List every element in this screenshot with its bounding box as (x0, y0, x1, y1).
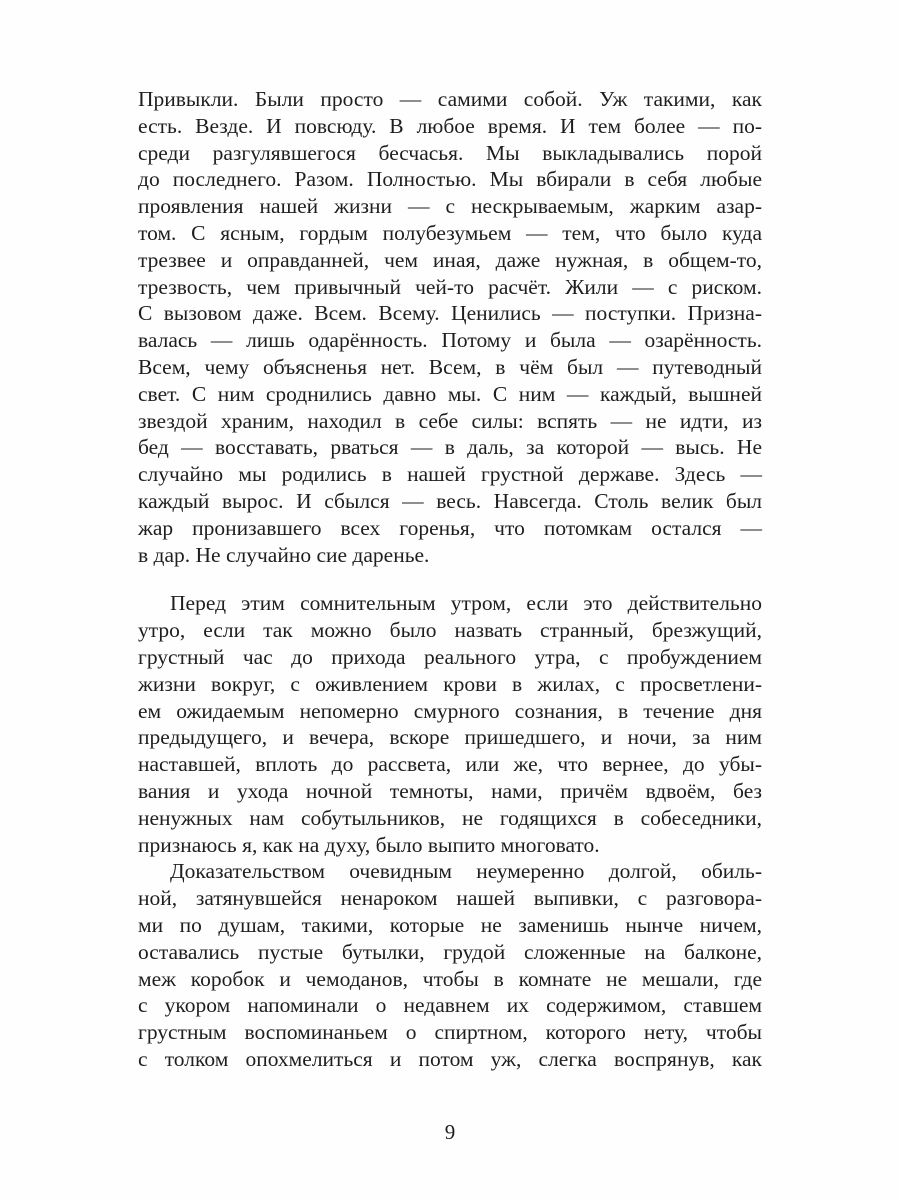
text-line: валась — лишь одарённость. Потому и была — озарённость. (138, 328, 762, 353)
text-line: трезвость, чем привычный чей-то расчёт. Жили — с риском. (138, 274, 762, 299)
page-body (138, 86, 762, 1073)
text-line: жизни вокруг, с оживлением крови в жилах, с просветлени- (138, 671, 762, 696)
text-line: Всем, чему объясненья нет. Всем, в чём был — путеводный (138, 354, 762, 379)
text-line: жар пронизавшего всех горенья, что потомкам остался — (138, 515, 762, 540)
paragraph-3 (138, 858, 762, 1072)
text-line: ной, затянувшейся ненароком нашей выпивки, с разговора- (138, 886, 762, 911)
text-line: ми по душам, такими, которые не заменишь нынче ничем, (138, 912, 762, 937)
text-line: том. С ясным, гордым полубезумьем — тем, что было куда (138, 220, 762, 245)
text-line: свет. С ним сроднились давно мы. С ним — каждый, вышней (138, 381, 762, 406)
text-line: Доказательством очевидным неумеренно долгой, обиль- (170, 859, 762, 884)
text-line: есть. Везде. И повсюду. В любое время. И тем более — по- (138, 113, 762, 138)
text-line: Привыкли. Были просто — самими собой. Уж такими, как (138, 87, 762, 111)
text-line: грустный час до прихода реального утра, с пробуждением (138, 644, 762, 669)
page-number: 9 (444, 1120, 456, 1144)
text-line: каждый вырос. И сбылся — весь. Навсегда. Столь велик был (138, 488, 762, 513)
text-line: ненужных нам собутыльников, не годящихся в собеседники, (138, 805, 762, 830)
text-line: предыдущего, и вечера, вскоре пришедшего, и ночи, за ним (138, 725, 762, 750)
paragraph-2 (138, 590, 762, 858)
text-line: Перед этим сомнительным утром, если это действительно (170, 591, 762, 616)
text-line: звездой храним, находил в себе силы: вспять — не идти, из (138, 408, 762, 433)
text-line: утро, если так можно было назвать странный, брезжущий, (138, 618, 762, 643)
text-line: наставшей, вплоть до рассвета, или же, что вернее, до убы- (138, 752, 762, 777)
text-line: до последнего. Разом. Полностью. Мы вбирали в себя любые (138, 167, 762, 192)
text-line: с толком опохмелиться и потом уж, слегка воспрянув, как (138, 1046, 762, 1071)
text-line: с укором напоминали о недавнем их содержимом, ставшем (138, 993, 762, 1018)
text-line: вания и ухода ночной темноты, нами, причём вдвоём, без (138, 778, 762, 803)
text-line: трезвее и оправданней, чем иная, даже нужная, в общем-то, (138, 247, 762, 272)
paragraph-1 (138, 86, 762, 568)
text-line: ем ожидаемым непомерно смурного сознания, в течение дня (138, 698, 762, 723)
text-line: признаюсь я, как на духу, было выпито многовато. (138, 832, 600, 857)
text-line: проявления нашей жизни — с нескрываемым, жарким азар- (138, 194, 762, 219)
text-line: случайно мы родились в нашей грустной державе. Здесь — (138, 462, 762, 487)
text-line: С вызовом даже. Всем. Всему. Ценились — поступки. Призна- (138, 301, 762, 326)
text-line: бед — восставать, рваться — в даль, за которой — высь. Не (138, 435, 762, 460)
text-line: в дар. Не случайно сие даренье. (138, 542, 430, 567)
text-line: меж коробок и чемоданов, чтобы в комнате не мешали, где (138, 966, 762, 991)
paragraph-gap (138, 568, 762, 590)
text-line: среди разгулявшегося бесчасья. Мы выкладывались порой (138, 140, 762, 165)
text-line: оставались пустые бутылки, грудой сложенные на балконе, (138, 939, 762, 964)
text-line: грустным воспоминаньем о спиртном, которого нету, чтобы (138, 1020, 762, 1045)
